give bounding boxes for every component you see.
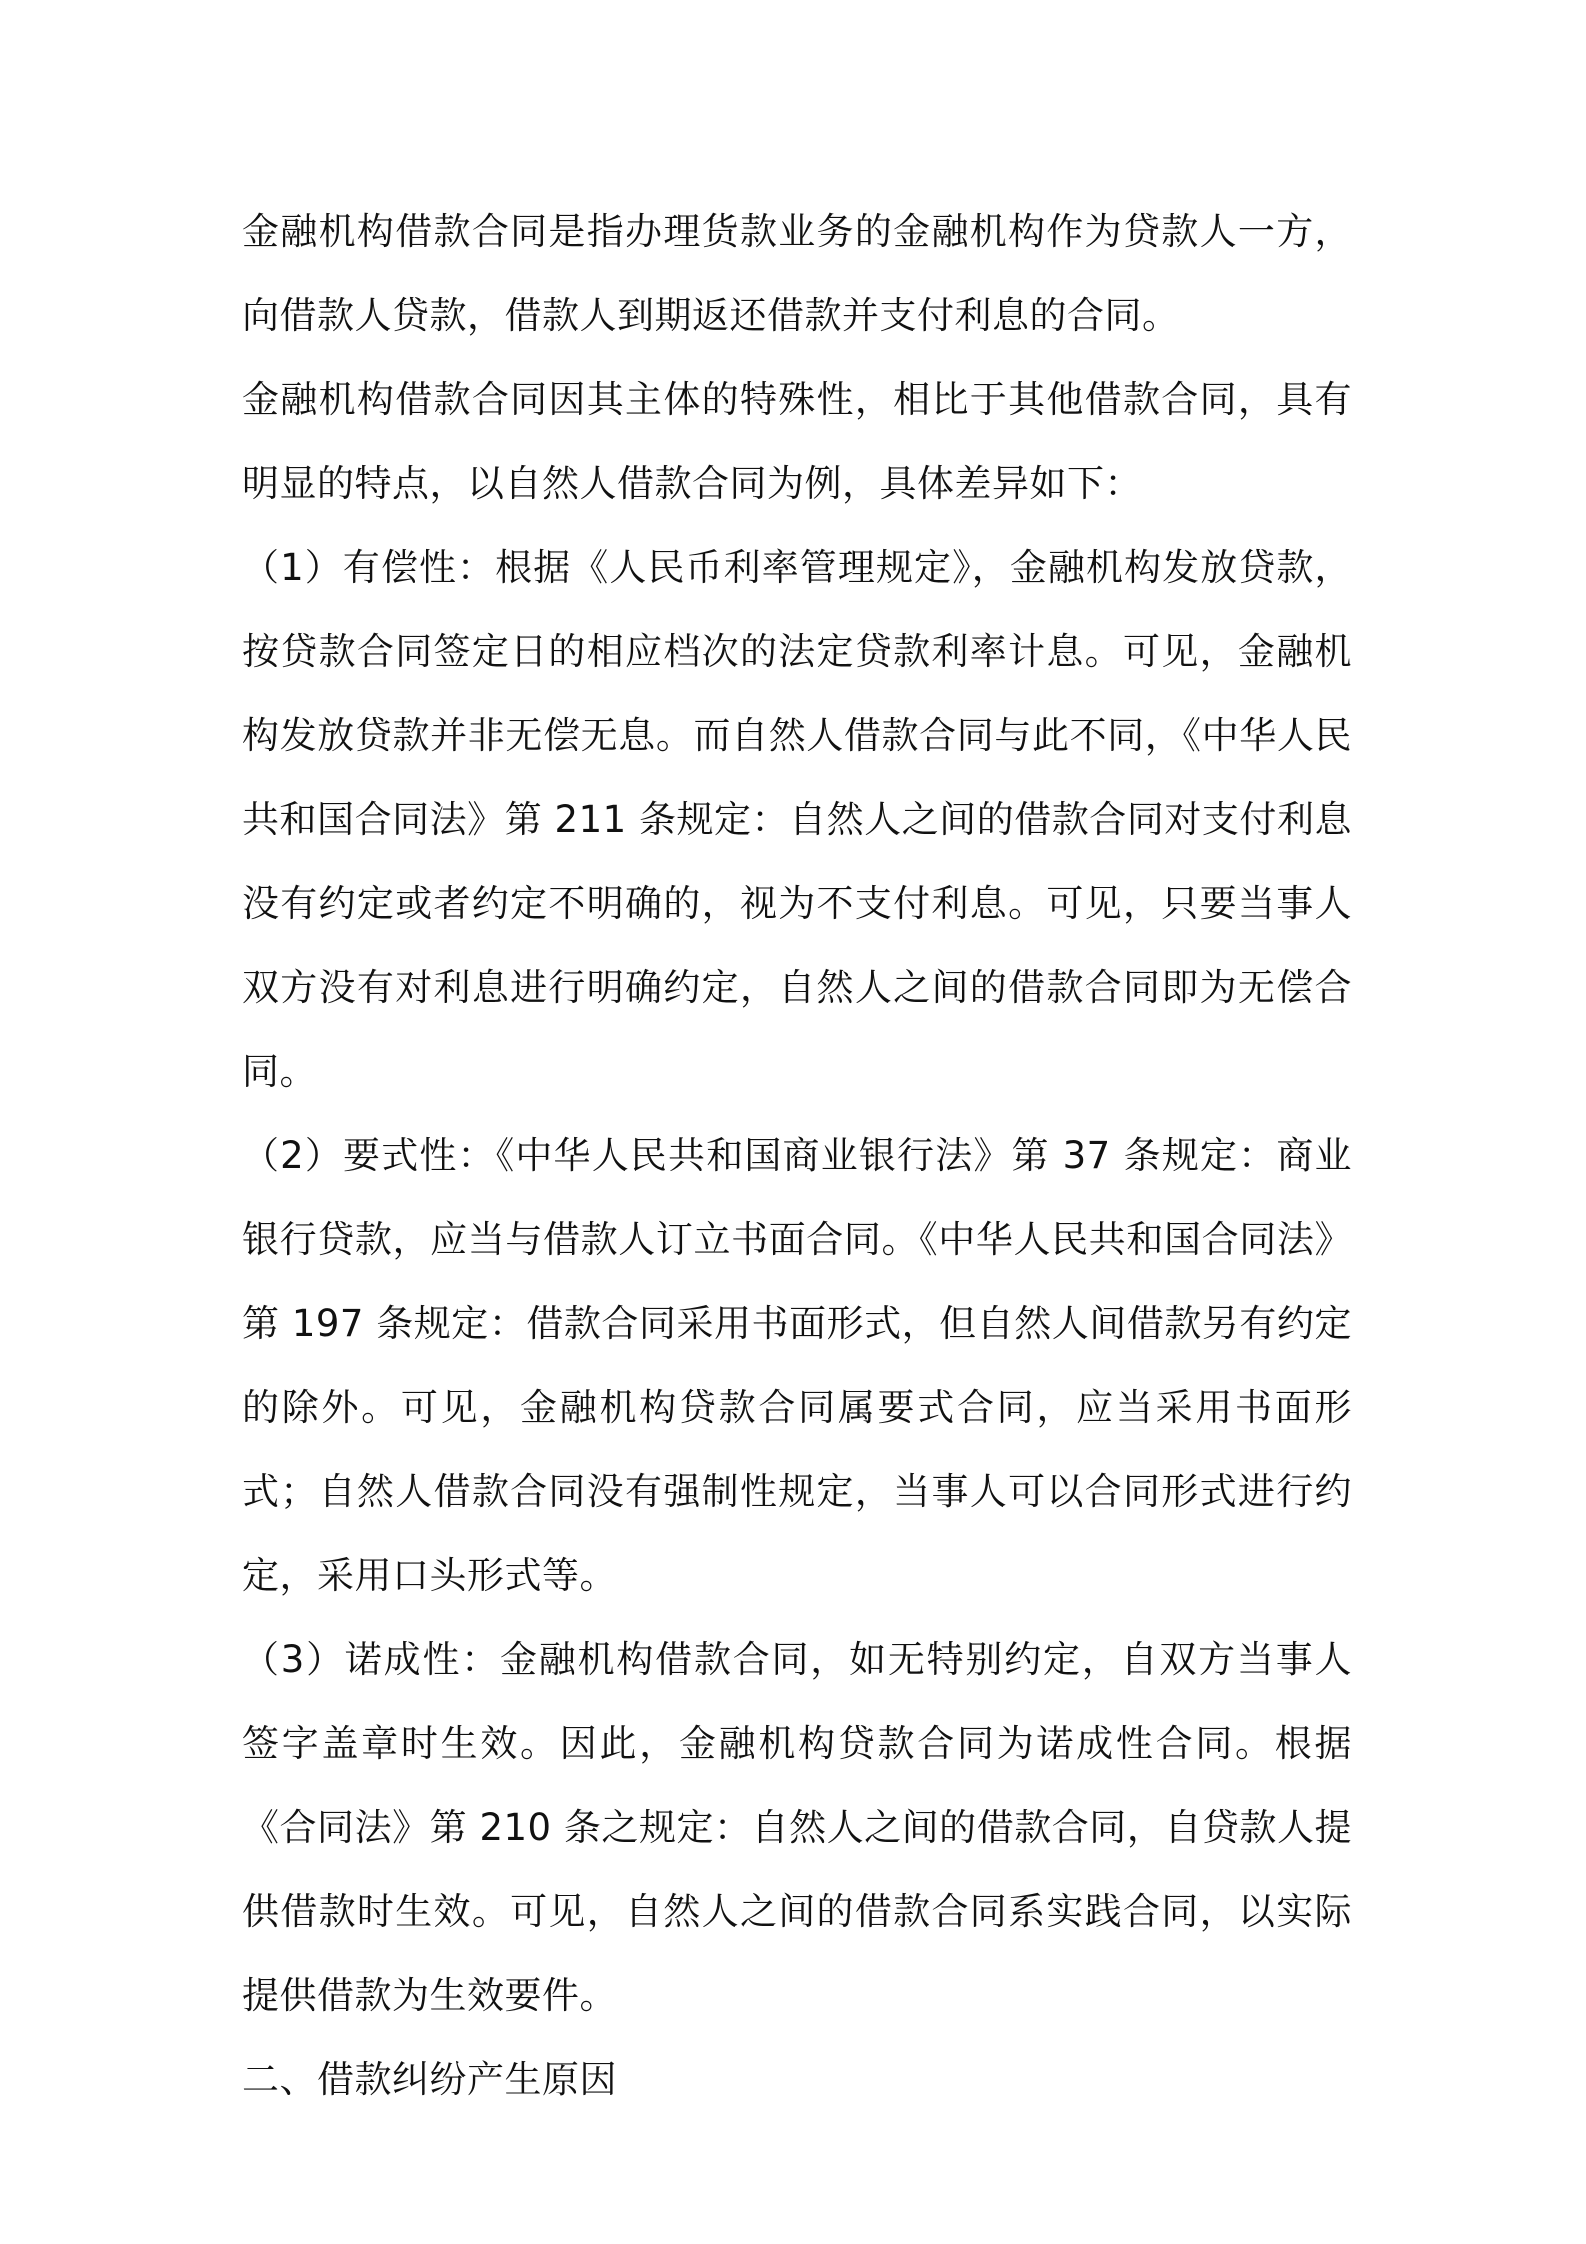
paragraph-item-compensatory: （1）有偿性：根据《人民币利率管理规定》，金融机构发放贷款，按贷款合同签定日的相应档次的法定贷款利率计息。可见，金融机构发放贷款并非无偿无息。而自然人借款合同与此不同，《中华人民共和国合同法》第 211 条规定：自然人之间的借款合同对支付利息没有约定或者约定不明确的，视为不支付利息。可见，只要当事人双方没有对利息进行明确约定，自然人之间的借款合同即为无偿合同。 <box>242 546 1352 1093</box>
paragraph-item-consensual: （3）诺成性：金融机构借款合同，如无特别约定，自双方当事人签字盖章时生效。因此，金融机构贷款合同为诺成性合同。根据《合同法》第 210 条之规定：自然人之间的借款合同，自贷款人提供借款时生效。可见，自然人之间的借款合同系实践合同，以实际提供借款为生效要件。 <box>242 1638 1352 2017</box>
document-body <box>242 190 1352 2122</box>
paragraph-definition: 金融机构借款合同是指办理货款业务的金融机构作为贷款人一方，向借款人贷款，借款人到期返还借款并支付利息的合同。 <box>242 210 1352 337</box>
section-heading: 二、借款纠纷产生原因 <box>242 2058 617 2101</box>
paragraph-characteristics-intro: 金融机构借款合同因其主体的特殊性，相比于其他借款合同，具有明显的特点，以自然人借款合同为例，具体差异如下： <box>242 378 1352 505</box>
paragraph-item-formal: （2）要式性：《中华人民共和国商业银行法》第 37 条规定：商业银行贷款，应当与借款人订立书面合同。《中华人民共和国合同法》第 197 条规定：借款合同采用书面形式，但自然人间借款另有约定的除外。可见，金融机构贷款合同属要式合同，应当采用书面形式；自然人借款合同没有强制性规定，当事人可以合同形式进行约定，采用口头形式等。 <box>242 1134 1352 1597</box>
